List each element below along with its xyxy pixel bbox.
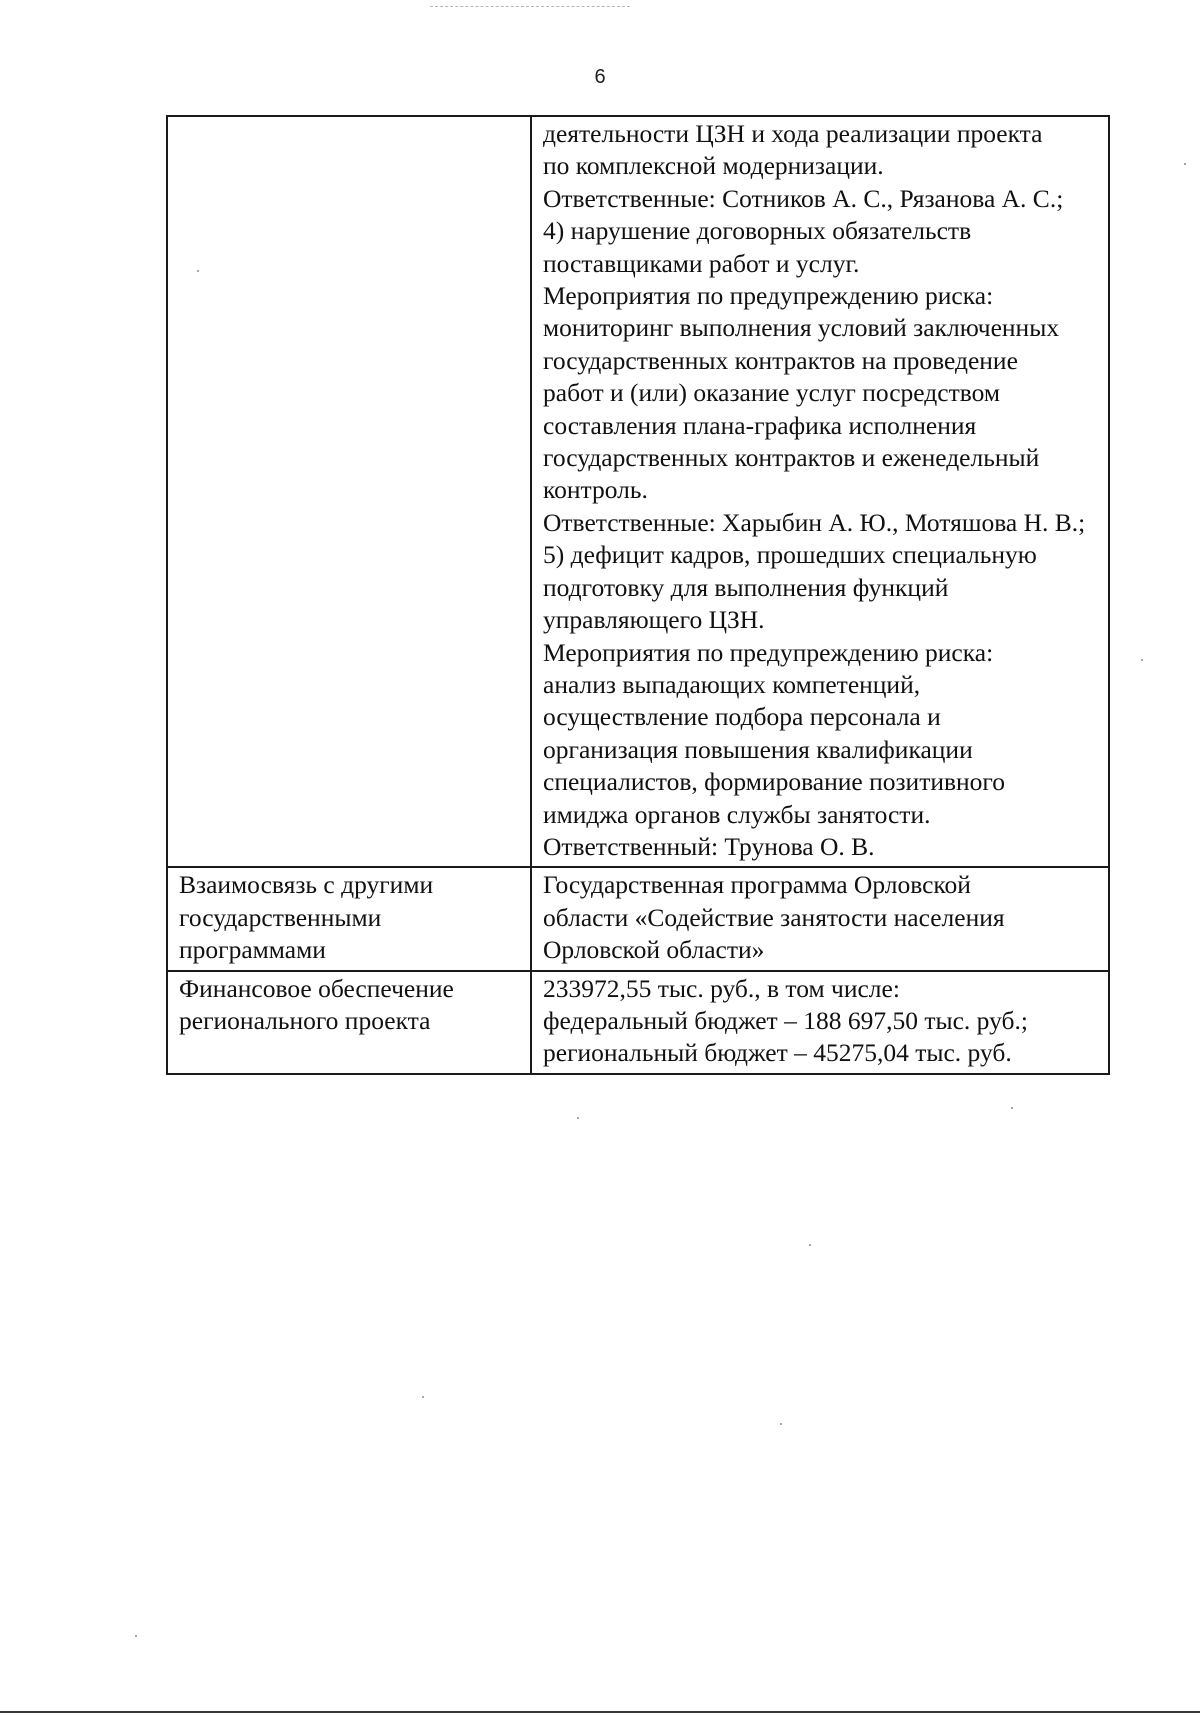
table-row-risks xyxy=(167,116,1109,867)
value-line-risks: подготовку для выполнения функций xyxy=(543,572,949,602)
scan-speck xyxy=(780,1423,782,1425)
scan-speck xyxy=(135,1635,137,1637)
value-line-risks: 5) дефицит кадров, прошедших специальную xyxy=(543,540,1037,570)
scan-speck xyxy=(1184,163,1186,165)
scan-artifact-top xyxy=(430,6,630,7)
value-line-relationship: области «Содействие занятости населения xyxy=(543,902,1005,932)
value-line-relationship: Государственная программа Орловской xyxy=(543,870,971,900)
scan-speck xyxy=(1011,1107,1013,1109)
scan-speck xyxy=(197,270,199,272)
value-line-risks: мониторинг выполнения условий заключенных xyxy=(543,313,1060,343)
value-line-risks: работ и (или) оказание услуг посредством xyxy=(543,378,1000,408)
value-line-risks: осуществление подбора персонала и xyxy=(543,702,941,732)
page-number: 6 xyxy=(594,66,606,88)
value-line-risks: 4) нарушение договорных обязательств xyxy=(543,216,972,246)
value-line-risks: управляющего ЦЗН. xyxy=(543,605,765,635)
value-cell-risks xyxy=(531,116,1109,867)
value-line-financing: федеральный бюджет – 188 697,50 тыс. руб.; xyxy=(543,1005,1028,1035)
label-cell-relationship xyxy=(167,867,531,970)
project-passport-table xyxy=(166,115,1110,1075)
value-line-risks: деятельности ЦЗН и хода реализации проекта xyxy=(543,119,1043,148)
value-line-risks: имиджа органов службы занятости. xyxy=(543,799,931,829)
label-cell-risks xyxy=(167,116,531,867)
value-line-risks: контроль. xyxy=(543,475,648,505)
scan-speck xyxy=(1141,659,1143,661)
value-line-risks: Мероприятия по предупреждению риска: xyxy=(543,637,994,667)
value-line-risks: организация повышения квалификации xyxy=(543,734,973,764)
value-line-financing: региональный бюджет – 45275,04 тыс. руб. xyxy=(543,1038,1012,1068)
value-line-risks: поставщиками работ и услуг. xyxy=(543,248,860,278)
value-line-risks: государственных контрактов и еженедельный xyxy=(543,443,1040,473)
value-cell-financing xyxy=(531,971,1109,1074)
value-line-risks: государственных контрактов на проведение xyxy=(543,345,1018,375)
table-row-financing xyxy=(167,971,1109,1074)
value-cell-relationship xyxy=(531,867,1109,970)
value-line-risks: специалистов, формирование позитивного xyxy=(543,767,1006,797)
value-line-risks: составления плана-графика исполнения xyxy=(543,410,977,440)
value-line-risks: Ответственные: Харыбин А. Ю., Мотяшова Н. В.; xyxy=(543,507,1086,537)
scan-speck xyxy=(422,1396,424,1398)
scan-edge-bottom xyxy=(0,1711,1200,1713)
value-line-risks: Ответственный: Трунова О. В. xyxy=(543,831,875,861)
value-line-relationship: Орловской области» xyxy=(543,935,765,965)
table-body xyxy=(167,116,1109,1074)
label-line-financing: Финансовое обеспечение xyxy=(179,973,454,1003)
label-line-relationship: государственными xyxy=(179,902,382,932)
label-line-relationship: программами xyxy=(179,935,326,965)
value-line-financing: 233972,55 тыс. руб., в том числе: xyxy=(543,973,900,1003)
value-line-risks: по комплексной модернизации. xyxy=(543,151,884,181)
label-line-financing: регионального проекта xyxy=(179,1005,431,1035)
label-line-relationship: Взаимосвязь с другими xyxy=(179,870,434,900)
scan-speck xyxy=(577,1117,579,1119)
value-line-risks: анализ выпадающих компетенций, xyxy=(543,669,921,699)
value-line-risks: Мероприятия по предупреждению риска: xyxy=(543,281,994,311)
scan-speck xyxy=(809,1244,811,1246)
value-line-risks: Ответственные: Сотников А. С., Рязанова А. С.; xyxy=(543,183,1064,213)
label-cell-financing xyxy=(167,971,531,1074)
table-row-relationship xyxy=(167,867,1109,970)
